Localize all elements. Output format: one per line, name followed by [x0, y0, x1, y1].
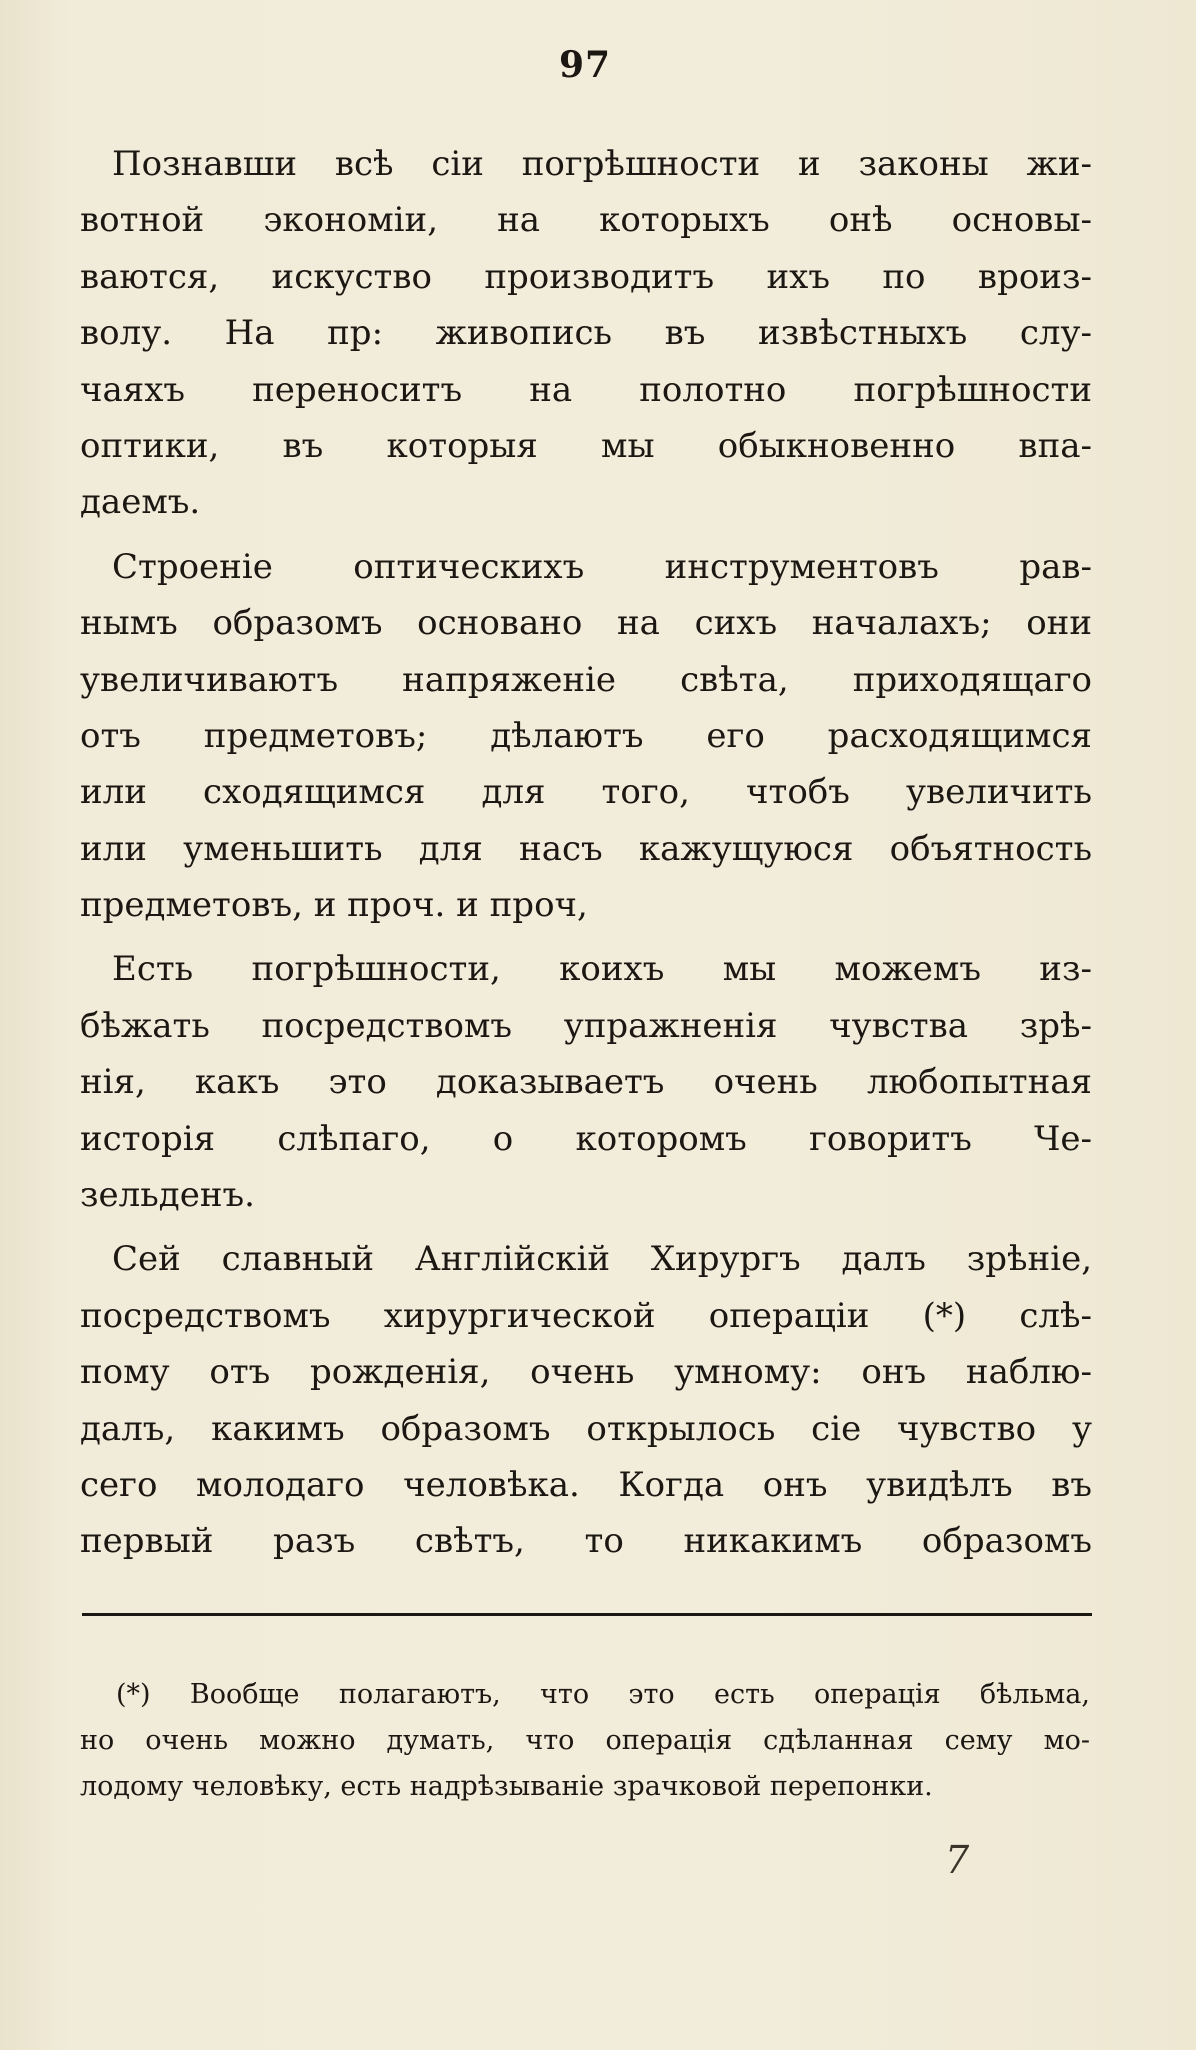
paragraph-gap [80, 1223, 1092, 1231]
text-line: увеличиваютъ напряженіе свѣта, приходящаго [80, 659, 1092, 700]
text-line: далъ, какимъ образомъ открылось сіе чувство у [80, 1408, 1092, 1449]
text-line: ваются, искуство производитъ ихъ по вроиз- [80, 256, 1092, 297]
signature-mark: 7 [945, 1838, 970, 1882]
paragraph [80, 539, 1092, 934]
main-text [80, 136, 1092, 1570]
paragraph [80, 941, 1092, 1223]
text-line: или уменьшить для насъ кажущуюся объятность [80, 828, 1092, 869]
paragraph [80, 136, 1092, 531]
text-line: исторія слѣпаго, о которомъ говоритъ Че- [80, 1118, 1092, 1159]
footnote [80, 1672, 1090, 1810]
page-number: 97 [558, 44, 612, 86]
text-line: пому отъ рожденія, очень умному: онъ наблю- [80, 1352, 1092, 1393]
text-line: или сходящимся для того, чтобъ увеличить [80, 772, 1092, 813]
text-line: бѣжать посредствомъ упражненія чувства зрѣ- [80, 1005, 1092, 1046]
text-line: отъ предметовъ; дѣлаютъ его расходящимся [80, 715, 1092, 756]
footnote-line: лодому человѣку, есть надрѣзываніе зрачковой перепонки. [80, 1771, 933, 1802]
text-line: первый разъ свѣтъ, то никакимъ образомъ [80, 1521, 1092, 1562]
text-line: предметовъ, и проч. и проч, [80, 885, 588, 926]
text-line: Сей славный Англійскій Хирургъ далъ зрѣніе, [112, 1239, 1092, 1280]
text-line: Познавши всѣ сіи погрѣшности и законы жи- [112, 144, 1092, 184]
text-line: зельденъ. [80, 1175, 255, 1216]
footnote-line: но очень можно думать, что операція сдѣланная сему мо- [80, 1725, 1090, 1756]
footnote-divider [82, 1613, 1092, 1616]
paragraph-gap [80, 531, 1092, 539]
text-line: нія, какъ это доказываетъ очень любопытная [80, 1062, 1092, 1103]
paragraph [80, 1231, 1092, 1569]
paragraph-gap [80, 933, 1092, 941]
text-line: нымъ образомъ основано на сихъ началахъ; они [80, 603, 1092, 644]
text-line: оптики, въ которыя мы обыкновенно впа- [80, 425, 1092, 466]
text-line: волу. На пр: живопись въ извѣстныхъ слу- [80, 313, 1092, 354]
footnote-line: (*) Вообще полагаютъ, что это есть операція бѣльма, [116, 1679, 1090, 1710]
text-line: сего молодаго человѣка. Когда онъ увидѣлъ въ [80, 1464, 1092, 1505]
text-line: вотной экономіи, на которыхъ онѣ основы- [80, 200, 1092, 241]
text-line: чаяхъ переноситъ на полотно погрѣшности [80, 369, 1092, 410]
text-line: Строеніе оптическихъ инструментовъ рав- [112, 546, 1092, 587]
text-line: даемъ. [80, 482, 201, 523]
text-line: посредствомъ хирургической операціи (*) слѣ- [80, 1295, 1092, 1336]
text-line: Есть погрѣшности, коихъ мы можемъ из- [112, 949, 1092, 990]
